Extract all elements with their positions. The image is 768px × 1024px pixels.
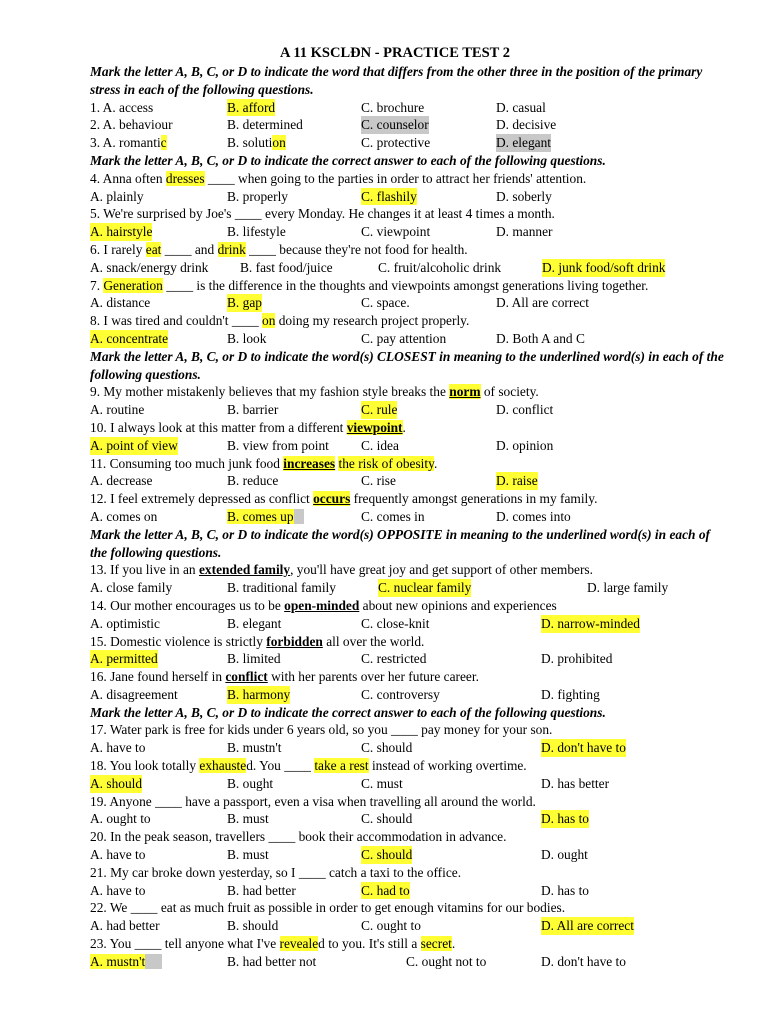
q12-option-a: A. comes on — [90, 508, 158, 524]
question-15-options — [90, 650, 730, 668]
q7-stem: 7. Generation ____ is the difference in the thoughts and viewpoints amongst generations living together. — [90, 277, 649, 293]
q22-option-a: A. had better — [90, 918, 160, 934]
q16-option-a: A. disagreement — [90, 686, 178, 702]
question-16-options — [90, 686, 730, 704]
q20-option-a: A. have to — [90, 847, 146, 863]
instruction-stress: Mark the letter A, B, C, or D to indicate the word that differs from the other three in the position of the primary stress in each of the following questions. — [90, 64, 703, 97]
q5-option-c: C. viewpoint — [361, 224, 431, 240]
q16-option-d: D. fighting — [541, 686, 600, 702]
question-6-options — [90, 259, 730, 277]
q19-stem: 19. Anyone ____ have a passport, even a visa when travelling all around the world. — [90, 793, 536, 809]
q22-option-d: D. All are correct — [541, 918, 634, 934]
q23-option-c: C. ought not to — [406, 953, 487, 969]
question-19-options — [90, 810, 730, 828]
q23-option-a: A. mustn't — [90, 953, 162, 971]
q14-option-d: D. narrow-minded — [541, 615, 640, 631]
q17-option-b: B. mustn't — [227, 740, 282, 756]
q22-option-c: C. ought to — [361, 918, 421, 934]
q19-option-b: B. must — [227, 811, 269, 827]
question-4-options — [90, 188, 730, 206]
q8-stem: 8. I was tired and couldn't ____ on doing my research project properly. — [90, 313, 470, 329]
q15-option-a: A. permitted — [90, 651, 158, 667]
q18-option-d: D. has better — [541, 775, 610, 791]
q16-option-b: B. harmony — [227, 686, 291, 702]
q17-option-c: C. should — [361, 740, 413, 756]
q4-stem: 4. Anna often dresses ____ when going to the parties in order to attract her friends' attention. — [90, 170, 587, 186]
q5-stem: 5. We're surprised by Joe's ____ every Monday. He changes it at least 4 times a month. — [90, 206, 555, 222]
q22-stem: 22. We ____ eat as much fruit as possible in order to get enough vitamins for our bodies. — [90, 900, 566, 916]
q9-option-c: C. rule — [361, 402, 398, 418]
question-7-options — [90, 294, 730, 312]
q3-option-c: C. protective — [361, 135, 431, 151]
q1-option-c: C. brochure — [361, 99, 425, 115]
q19-option-a: A. ought to — [90, 811, 151, 827]
q1-option-a: 1. A. access — [90, 99, 154, 115]
q10-option-a: A. point of view — [90, 437, 178, 453]
question-10-options — [90, 437, 730, 455]
question-21-options — [90, 882, 730, 900]
q8-option-d: D. Both A and C — [496, 330, 585, 346]
q15-stem: 15. Domestic violence is strictly forbidden all over the world. — [90, 633, 425, 649]
q14-option-c: C. close-knit — [361, 615, 430, 631]
q20-option-b: B. must — [227, 847, 269, 863]
q13-stem: 13. If you live in an extended family, you'll have great joy and get support of other members. — [90, 562, 593, 578]
question-23-options — [90, 953, 730, 971]
q21-option-d: D. has to — [541, 882, 589, 898]
q21-stem: 21. My car broke down yesterday, so I ____ catch a taxi to the office. — [90, 864, 462, 880]
q4-option-b: B. properly — [227, 188, 288, 204]
q18-option-a: A. should — [90, 775, 143, 791]
q6-option-c: C. fruit/alcoholic drink — [378, 259, 502, 275]
instruction-opposite: Mark the letter A, B, C, or D to indicate the word(s) OPPOSITE in meaning to the underlined word(s) in each of the following questions. — [90, 526, 710, 560]
q17-stem: 17. Water park is free for kids under 6 years old, so you ____ pay money for your son. — [90, 722, 553, 738]
q18-option-b: B. ought — [227, 775, 274, 791]
q7-option-b: B. gap — [227, 295, 262, 311]
q14-option-b: B. elegant — [227, 615, 282, 631]
q15-option-d: D. prohibited — [541, 651, 613, 667]
q11-option-a: A. decrease — [90, 473, 153, 489]
q8-option-a: A. concentrate — [90, 330, 169, 346]
question-12-options — [90, 508, 730, 526]
q6-stem: 6. I rarely eat ____ and drink ____ because they're not food for health. — [90, 241, 468, 257]
q12-stem: 12. I feel extremely depressed as conflict occurs frequently amongst generations in my family. — [90, 491, 598, 507]
q9-option-b: B. barrier — [227, 402, 279, 418]
q4-option-a: A. plainly — [90, 188, 144, 204]
question-9-options — [90, 401, 730, 419]
question-8-options — [90, 330, 730, 348]
q8-option-c: C. pay attention — [361, 330, 447, 346]
q23-option-d: D. don't have to — [541, 953, 626, 969]
q19-option-c: C. should — [361, 811, 413, 827]
q5-option-a: A. hairstyle — [90, 224, 153, 240]
q3-option-b: B. solution — [227, 135, 286, 151]
q20-stem: 20. In the peak season, travellers ____ book their accommodation in advance. — [90, 829, 507, 845]
q9-option-d: D. conflict — [496, 402, 554, 418]
q6-option-d: D. junk food/soft drink — [542, 259, 666, 275]
q8-option-b: B. look — [227, 330, 267, 346]
q7-option-d: D. All are correct — [496, 295, 589, 311]
q11-option-d: D. raise — [496, 473, 538, 489]
q11-option-c: C. rise — [361, 473, 396, 489]
question-3 — [90, 134, 730, 152]
page-title: A 11 KSCLĐN - PRACTICE TEST 2 — [280, 45, 510, 61]
question-5-options — [90, 223, 730, 241]
q10-option-d: D. opinion — [496, 437, 554, 453]
q10-option-b: B. view from point — [227, 437, 329, 453]
q4-option-d: D. soberly — [496, 188, 552, 204]
q13-option-d: D. large family — [587, 580, 669, 596]
q13-option-a: A. close family — [90, 580, 173, 596]
q15-option-c: C. restricted — [361, 651, 427, 667]
q19-option-d: D. has to — [541, 811, 589, 827]
q4-option-c: C. flashily — [361, 188, 417, 204]
q13-option-b: B. traditional family — [227, 580, 336, 596]
q3-option-d: D. elegant — [496, 135, 552, 151]
q22-option-b: B. should — [227, 918, 279, 934]
q9-option-a: A. routine — [90, 402, 145, 418]
question-22-options — [90, 917, 730, 935]
question-18-options — [90, 775, 730, 793]
q21-option-c: C. had to — [361, 882, 410, 898]
q14-option-a: A. optimistic — [90, 615, 160, 631]
q1-option-d: D. casual — [496, 99, 546, 115]
question-13-options — [90, 579, 730, 597]
q2-option-a: 2. A. behaviour — [90, 117, 173, 133]
q21-option-a: A. have to — [90, 882, 146, 898]
q7-option-a: A. distance — [90, 295, 151, 311]
q6-option-b: B. fast food/juice — [240, 259, 333, 275]
q12-option-c: C. comes in — [361, 508, 425, 524]
q2-option-b: B. determined — [227, 117, 303, 133]
q16-option-c: C. controversy — [361, 686, 440, 702]
instruction-closest: Mark the letter A, B, C, or D to indicate the word(s) CLOSEST in meaning to the underlined word(s) in each of the following questions. — [90, 348, 724, 382]
q20-option-c: C. should — [361, 847, 413, 863]
question-17-options — [90, 739, 730, 757]
q5-option-b: B. lifestyle — [227, 224, 286, 240]
q18-option-c: C. must — [361, 775, 403, 791]
instruction-correct-2: Mark the letter A, B, C, or D to indicate the correct answer to each of the following questions. — [90, 704, 606, 720]
q15-option-b: B. limited — [227, 651, 281, 667]
question-2 — [90, 116, 730, 134]
q21-option-b: B. had better — [227, 882, 296, 898]
question-20-options — [90, 846, 730, 864]
q16-stem: 16. Jane found herself in conflict with her parents over her future career. — [90, 669, 479, 685]
q3-option-a: 3. A. romantic — [90, 135, 167, 151]
q10-option-c: C. idea — [361, 437, 399, 453]
q1-option-b: B. afford — [227, 99, 276, 115]
q2-option-d: D. decisive — [496, 117, 557, 133]
test-document — [90, 44, 730, 971]
q9-stem: 9. My mother mistakenly believes that my fashion style breaks the norm of society. — [90, 384, 539, 400]
question-11-options — [90, 472, 730, 490]
q2-option-c: C. counselor — [361, 117, 429, 133]
q14-stem: 14. Our mother encourages us to be open-minded about new opinions and experiences — [90, 597, 557, 613]
q10-stem: 10. I always look at this matter from a different viewpoint. — [90, 419, 406, 435]
q5-option-d: D. manner — [496, 224, 553, 240]
question-1 — [90, 99, 730, 117]
q12-option-d: D. comes into — [496, 508, 571, 524]
q23-option-b: B. had better not — [227, 953, 317, 969]
instruction-correct-1: Mark the letter A, B, C, or D to indicate the correct answer to each of the following questions. — [90, 152, 606, 168]
q6-option-a: A. snack/energy drink — [90, 259, 209, 275]
q13-option-c: C. nuclear family — [378, 580, 472, 596]
q11-stem: 11. Consuming too much junk food increases the risk of obesity. — [90, 455, 438, 471]
q18-stem: 18. You look totally exhausted. You ____ take a rest instead of working overtime. — [90, 758, 527, 774]
q12-option-b: B. comes up — [227, 508, 304, 526]
q20-option-d: D. ought — [541, 847, 588, 863]
question-14-options — [90, 615, 730, 633]
q17-option-d: D. don't have to — [541, 740, 626, 756]
q7-option-c: C. space. — [361, 295, 410, 311]
q11-option-b: B. reduce — [227, 473, 279, 489]
q17-option-a: A. have to — [90, 740, 146, 756]
q23-stem: 23. You ____ tell anyone what I've revealed to you. It's still a secret. — [90, 936, 456, 952]
